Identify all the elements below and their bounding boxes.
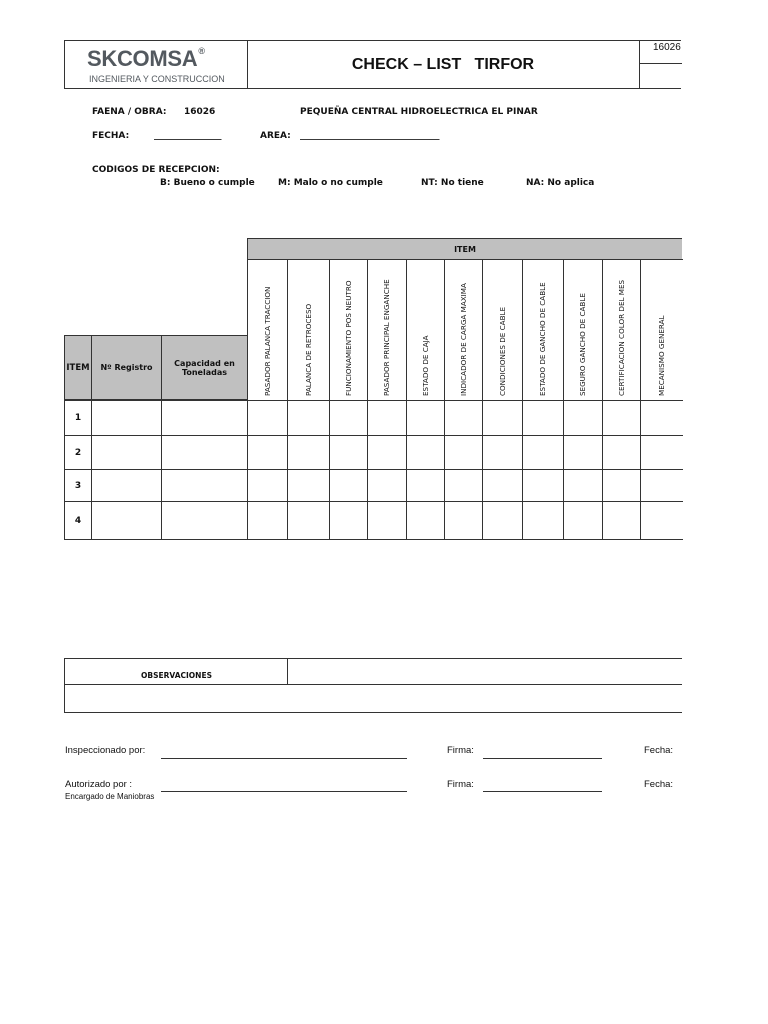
check-cell[interactable]: [329, 501, 368, 540]
check-cell[interactable]: [482, 435, 523, 470]
fecha-label: FECHA:: [92, 131, 130, 141]
check-cell[interactable]: [482, 501, 523, 540]
observaciones-label-cell: [64, 658, 288, 685]
document-code-cell: [640, 41, 682, 88]
check-cell[interactable]: [444, 400, 483, 436]
check-cell[interactable]: [640, 501, 683, 540]
check-cell[interactable]: [444, 435, 483, 470]
firma-line-1[interactable]: [483, 758, 602, 759]
col-item-header: ITEM: [64, 335, 92, 400]
check-cell[interactable]: [602, 400, 641, 436]
capacidad-cell[interactable]: [161, 469, 248, 502]
logo-subtitle: INGENIERIA Y CONSTRUCCION: [89, 74, 225, 84]
check-cell[interactable]: [367, 469, 407, 502]
row-number: 1: [64, 400, 92, 436]
check-cell[interactable]: [329, 469, 368, 502]
check-col-label: SEGURO GANCHO DE CABLE: [578, 293, 587, 396]
check-cell[interactable]: [367, 501, 407, 540]
check-cell[interactable]: [482, 469, 523, 502]
check-col-label: PASADOR PALANCA TRACCION: [262, 286, 272, 396]
check-cell[interactable]: [406, 400, 445, 436]
check-col-header: [367, 259, 407, 401]
check-cell[interactable]: [563, 435, 603, 470]
registro-cell[interactable]: [91, 435, 162, 470]
check-col-header: [247, 259, 288, 401]
check-col-label: ESTADO DE CAJA: [420, 335, 430, 396]
check-col-label: FUNCIONAMIENTO POS NEUTRO: [343, 280, 353, 396]
check-cell[interactable]: [287, 400, 330, 436]
check-col-label: CONDICIONES DE CABLE: [497, 306, 507, 396]
check-cell[interactable]: [563, 400, 603, 436]
registro-cell[interactable]: [91, 400, 162, 436]
code-na: NA: No aplica: [526, 178, 595, 188]
faena-label: FAENA / OBRA:: [92, 107, 167, 117]
check-cell[interactable]: [482, 400, 523, 436]
check-col-header: [522, 259, 564, 401]
check-col-header: [444, 259, 483, 401]
check-cell[interactable]: [602, 501, 641, 540]
code-m: M: Malo o no cumple: [278, 178, 383, 188]
registered-mark: ®: [198, 46, 205, 56]
check-cell[interactable]: [522, 400, 564, 436]
check-col-header: [329, 259, 368, 401]
check-col-label: PASADOR PRINCIPAL ENGANCHE: [382, 279, 391, 396]
check-cell[interactable]: [522, 469, 564, 502]
check-cell[interactable]: [444, 469, 483, 502]
check-col-header: [482, 259, 523, 401]
check-cell[interactable]: [406, 469, 445, 502]
row-number: 4: [64, 501, 92, 540]
check-cell[interactable]: [247, 469, 288, 502]
fecha-field[interactable]: _______________: [154, 131, 222, 141]
check-cell[interactable]: [640, 400, 683, 436]
item-group-header: ITEM: [247, 238, 682, 260]
observaciones-field[interactable]: [64, 684, 682, 713]
check-col-label: ESTADO DE GANCHO DE CABLE: [538, 282, 547, 396]
check-col-label: PALANCA DE RETROCESO: [303, 303, 313, 396]
project-name: PEQUEÑA CENTRAL HIDROELECTRICA EL PINAR: [300, 107, 538, 117]
capacidad-cell[interactable]: [161, 400, 248, 436]
observaciones-field-top[interactable]: [287, 658, 682, 685]
area-label: AREA:: [260, 131, 291, 141]
registro-cell[interactable]: [91, 469, 162, 502]
col-registro-header: Nº Registro: [91, 335, 162, 400]
code-b: B: Bueno o cumple: [160, 178, 255, 188]
company-logo: [65, 41, 248, 88]
check-cell[interactable]: [247, 501, 288, 540]
check-col-label: MECANISMO GENERAL: [657, 315, 666, 396]
check-col-header: [602, 259, 641, 401]
encargado-label: Encargado de Maniobras: [65, 792, 155, 801]
check-cell[interactable]: [287, 435, 330, 470]
check-cell[interactable]: [367, 400, 407, 436]
check-cell[interactable]: [522, 435, 564, 470]
col-capacidad-header: Capacidad en Toneladas: [161, 335, 248, 400]
check-col-header: [563, 259, 603, 401]
observaciones-label: OBSERVACIONES: [141, 670, 212, 680]
row-number: 2: [64, 435, 92, 470]
inspeccionado-label: Inspeccionado por:: [65, 745, 146, 756]
code-nt: NT: No tiene: [421, 178, 484, 188]
check-col-label: INDICADOR DE CARGA MAXIMA: [458, 283, 468, 396]
check-cell[interactable]: [602, 435, 641, 470]
check-cell[interactable]: [563, 469, 603, 502]
document-code: 16026: [640, 41, 682, 64]
fecha-label-2: Fecha:: [644, 779, 674, 790]
check-cell[interactable]: [640, 469, 683, 502]
check-cell[interactable]: [406, 435, 445, 470]
check-cell[interactable]: [522, 501, 564, 540]
document-title: CHECK – LIST TIRFOR: [247, 41, 640, 88]
registro-cell[interactable]: [91, 501, 162, 540]
check-col-header: [406, 259, 445, 401]
logo-text: SKCOMSA: [87, 46, 198, 71]
codes-label: CODIGOS DE RECEPCION:: [92, 165, 220, 175]
check-cell[interactable]: [287, 501, 330, 540]
check-cell[interactable]: [329, 435, 368, 470]
document-header: [64, 40, 681, 89]
area-field[interactable]: _______________________________: [300, 131, 440, 141]
faena-value: 16026: [184, 107, 216, 117]
check-col-header: [640, 259, 683, 401]
check-cell[interactable]: [406, 501, 445, 540]
fecha-label-1: Fecha:: [644, 745, 674, 756]
firma-label-1: Firma:: [447, 745, 474, 756]
check-col-label: CERTIFICACION COLOR DEL MES: [616, 279, 626, 396]
check-cell[interactable]: [563, 501, 603, 540]
inspeccionado-line[interactable]: [161, 758, 407, 759]
check-cell[interactable]: [640, 435, 683, 470]
check-col-header: [287, 259, 330, 401]
capacidad-cell[interactable]: [161, 501, 248, 540]
check-cell[interactable]: [247, 435, 288, 470]
check-cell[interactable]: [329, 400, 368, 436]
check-cell[interactable]: [602, 469, 641, 502]
check-cell[interactable]: [444, 501, 483, 540]
capacidad-cell[interactable]: [161, 435, 248, 470]
firma-label-2: Firma:: [447, 779, 474, 790]
row-number: 3: [64, 469, 92, 502]
check-cell[interactable]: [247, 400, 288, 436]
autorizado-label: Autorizado por :: [65, 779, 133, 790]
check-cell[interactable]: [367, 435, 407, 470]
check-cell[interactable]: [287, 469, 330, 502]
firma-line-2[interactable]: [483, 791, 602, 792]
autorizado-line[interactable]: [161, 791, 407, 792]
